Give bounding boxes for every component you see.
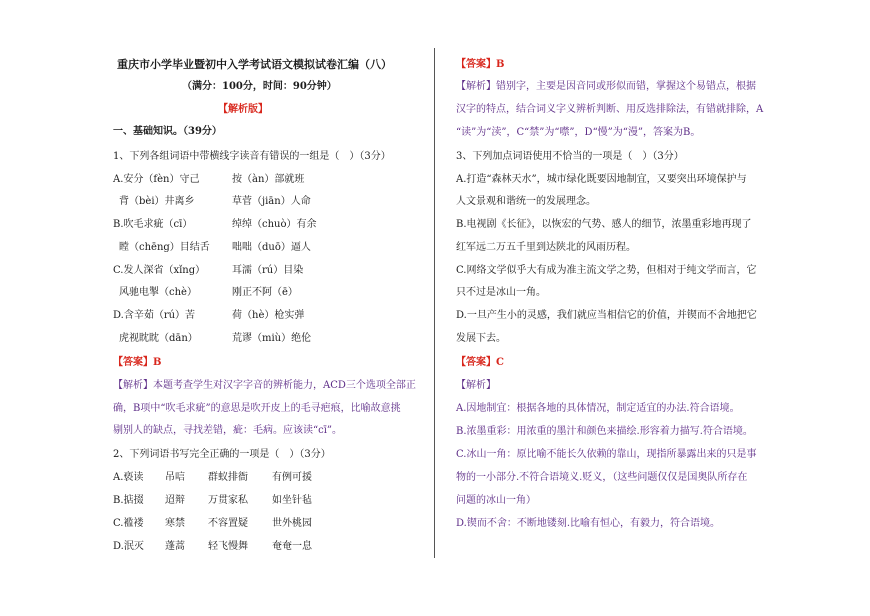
version-label: 【解析版】 — [218, 104, 268, 115]
q1-analysis-line-2: 确，B项中“吹毛求疵”的意思是吹开皮上的毛寻疤痕，比喻故意挑 — [113, 403, 401, 414]
q2-analysis-line-2: 汉字的特点，结合词义字义辨析判断、用反选排除法，有错就排除，A — [456, 104, 764, 115]
q2-analysis-line-1: 【解析】错别字，主要是因音同或形似而错，掌握这个易错点，根据 — [456, 81, 756, 92]
q2-row-d-word-1: D.泯灭 — [113, 541, 144, 552]
paper-title: 重庆市小学毕业暨初中入学考试语文模拟试卷汇编（八） — [117, 58, 392, 71]
q2-row-d-word-2: 蓬蒿 — [165, 541, 185, 552]
q3-explain-d: D.锲而不舍：不断地镂刻.比喻有恒心，有毅力，符合语境。 — [456, 518, 721, 529]
q1-option-b1: B.吹毛求疵（cī） — [113, 219, 193, 230]
column-divider — [434, 48, 435, 558]
q3-option-c-line-1: C.网络文学似乎大有成为准主流文学之势，但相对于纯文学而言，它 — [456, 265, 757, 276]
q1-option-d4: 荒谬（miù）绝伦 — [232, 333, 312, 344]
q3-explain-b: B.浓墨重彩：用浓重的墨汁和颜色来描绘.形容着力描写.符合语境。 — [456, 426, 753, 437]
q1-option-a1: A.安分（fèn）守己 — [113, 174, 200, 185]
q3-option-a-line-2: 人文景观和谐统一的发展理念。 — [456, 196, 596, 207]
q1-option-d2: 荷（hè）枪实弹 — [232, 310, 305, 321]
q1-option-d3: 虎视眈眈（dān） — [119, 333, 198, 344]
q1-option-c2: 耳濡（rú）目染 — [232, 265, 304, 276]
q3-option-a-line-1: A.打造“森林天水”，城市绿化既要因地制宜，又要突出环境保护与 — [456, 174, 747, 185]
q3-explain-c-line-2: 物的一小部分.不符合语境义.贬义，（这些问题仅仅是国奥队所存在 — [456, 472, 748, 483]
q2-row-d-word-3: 轻飞慢舞 — [208, 541, 248, 552]
q1-option-c1: C.发人深省（xǐng） — [113, 265, 206, 276]
q2-row-c-word-4: 世外桃园 — [272, 518, 312, 529]
q2-row-b-word-1: B.掂掇 — [113, 495, 144, 506]
q1-option-c4: 刚正不阿（ē） — [232, 287, 298, 298]
q1-stem: 1、下列各组词语中带横线字读音有错误的一组是（ ）（3分） — [113, 151, 391, 162]
q3-option-d-line-1: D.一旦产生小的灵感，我们就应当相信它的价值，并锲而不舍地把它 — [456, 310, 757, 321]
q1-analysis-line-1: 【解析】本题考查学生对汉字字音的辨析能力，ACD三个选项全部正 — [113, 380, 416, 391]
q3-explain-c-line-3: 问题的冰山一角） — [456, 495, 536, 506]
q2-row-c-word-3: 不容置疑 — [208, 518, 248, 529]
q2-row-a-word-1: A.亵读 — [113, 472, 144, 483]
q3-analysis-heading: 【解析】 — [456, 380, 496, 391]
q2-row-c-word-2: 寒禁 — [165, 518, 185, 529]
q1-option-a2: 按（àn）部就班 — [232, 174, 305, 185]
q2-row-d-word-4: 奄奄一息 — [272, 541, 312, 552]
q1-option-b3: 瞠（chēng）目结舌 — [119, 242, 210, 253]
q2-row-a-word-3: 群蚁排衙 — [208, 472, 248, 483]
q2-analysis-line-3: “读”为“渎”，C“禁”为“噤”，D“慢”为“漫”，答案为B。 — [456, 127, 701, 138]
q3-option-b-line-2: 红军远二万五千里到达陕北的风雨历程。 — [456, 242, 636, 253]
q1-option-d1: D.含辛茹（rú）苦 — [113, 310, 196, 321]
q1-analysis-line-3: 剔别人的缺点，寻找差错，疵：毛病。应该读“cī”。 — [113, 425, 343, 436]
q2-row-b-word-3: 万贯家私 — [208, 495, 248, 506]
q3-option-b-line-1: B.电视剧《长征》，以恢宏的气势、感人的细节，浓墨重彩地再现了 — [456, 219, 752, 230]
q2-answer: 【答案】B — [456, 59, 505, 70]
q3-option-c-line-2: 只不过是冰山一角。 — [456, 287, 546, 298]
q2-row-b-word-4: 如坐针毡 — [272, 495, 312, 506]
q1-answer: 【答案】B — [113, 357, 162, 368]
section-heading: 一、基础知识。（39分） — [113, 126, 222, 137]
score-time-note: （满分：100分，时间：90分钟） — [182, 81, 337, 92]
q1-option-b2: 绰绰（chuò）有余 — [232, 219, 317, 230]
q1-option-a4: 草菅（jiān）人命 — [232, 196, 311, 207]
q2-row-b-word-2: 迢辩 — [165, 495, 185, 506]
q3-explain-a: A.因地制宜：根据各地的具体情况，制定适宜的办法.符合语境。 — [456, 403, 740, 414]
q2-row-a-word-4: 有例可援 — [272, 472, 312, 483]
q1-option-c3: 风驰电掣（chè） — [119, 287, 197, 298]
q2-row-c-word-1: C.褴褛 — [113, 518, 144, 529]
q3-option-d-line-2: 发展下去。 — [456, 333, 506, 344]
q1-option-b4: 咄咄（duō）逼人 — [232, 242, 311, 253]
q2-row-a-word-2: 吊唁 — [165, 472, 185, 483]
q3-explain-c-line-1: C.冰山一角：原比喻不能长久依赖的靠山，现指所暴露出来的只是事 — [456, 449, 757, 460]
q2-stem: 2、下列词语书写完全正确的一项是（ ）（3分） — [113, 449, 331, 460]
q3-stem: 3、下列加点词语使用不恰当的一项是（ ）（3分） — [456, 151, 684, 162]
q1-option-a3: 背（bèi）井离乡 — [119, 196, 195, 207]
q3-answer: 【答案】C — [456, 357, 504, 368]
